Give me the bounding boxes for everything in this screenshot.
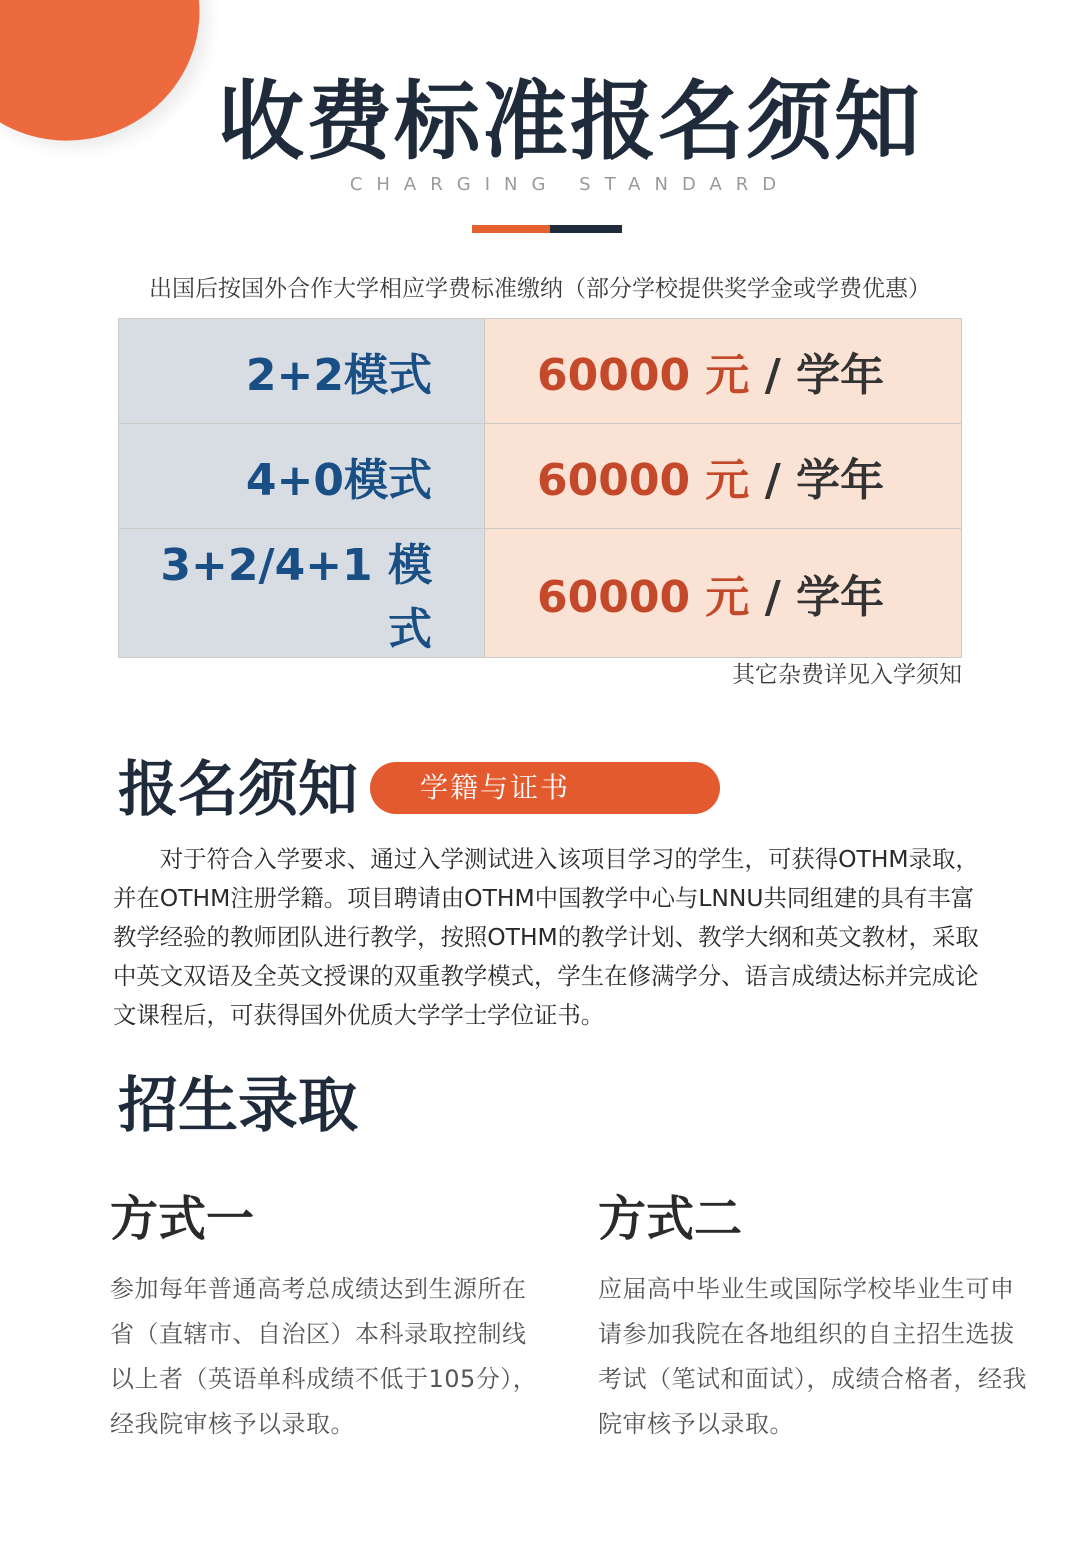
fee-unit: / 学年 [749, 350, 885, 401]
fee-mode: 2+2模式 [119, 319, 485, 424]
method-body: 应届高中毕业生或国际学校毕业生可申请参加我院在各地组织的自主招生选拔考试（笔试和面试），成绩合格者，经我院审核予以录取。 [598, 1275, 1027, 1438]
fee-amount: 60000 元 [537, 572, 750, 623]
page-title: 收费标准报名须知 [218, 72, 922, 172]
fee-price [485, 529, 962, 658]
page-subtitle-english: CHARGING STANDARD [349, 174, 791, 195]
fee-mode: 4+0模式 [119, 424, 485, 529]
admission-method-one [110, 1180, 540, 1447]
fee-unit: / 学年 [749, 455, 885, 506]
method-title: 方式二 [598, 1191, 743, 1247]
fee-price [485, 319, 962, 424]
divider-orange-segment [472, 225, 550, 233]
method-title: 方式一 [110, 1191, 255, 1247]
fee-unit: / 学年 [749, 572, 885, 623]
admission-method-two [598, 1180, 1028, 1447]
admission-heading: 招生录取 [118, 1071, 358, 1141]
fee-row [119, 529, 962, 658]
other-fees-note: 其它杂费详见入学须知 [732, 662, 962, 688]
fee-price [485, 424, 962, 529]
fee-amount: 60000 元 [537, 455, 750, 506]
fee-row [119, 424, 962, 529]
fee-table [118, 318, 962, 658]
fee-row [119, 319, 962, 424]
title-divider [472, 225, 622, 233]
fee-amount: 60000 元 [537, 350, 750, 401]
registration-paragraph: 对于符合入学要求、通过入学测试进入该项目学习的学生，可获得OTHM录取，并在OTHM注册学籍。项目聘请由OTHM中国教学中心与LNNU共同组建的具有丰富教学经验的教师团队进行教学，按照OTHM的教学计划、教学大纲和英文教材，采取中英文双语及全英文授课的双重教学模式，学生在修满学分、语言成绩达标并完成论文课程后，可获得国外优质大学学士学位证书。 [113, 845, 979, 1029]
registration-heading: 报名须知 [118, 755, 358, 825]
fee-mode: 3+2/4+1 模式 [119, 529, 485, 658]
fee-intro-text: 出国后按国外合作大学相应学费标准缴纳（部分学校提供奖学金或学费优惠） [149, 276, 931, 302]
registration-tag: 学籍与证书 [370, 762, 720, 814]
divider-dark-segment [550, 225, 622, 233]
method-body: 参加每年普通高考总成绩达到生源所在省（直辖市、自治区）本科录取控制线以上者（英语单科成绩不低于105分），经我院审核予以录取。 [110, 1275, 538, 1438]
